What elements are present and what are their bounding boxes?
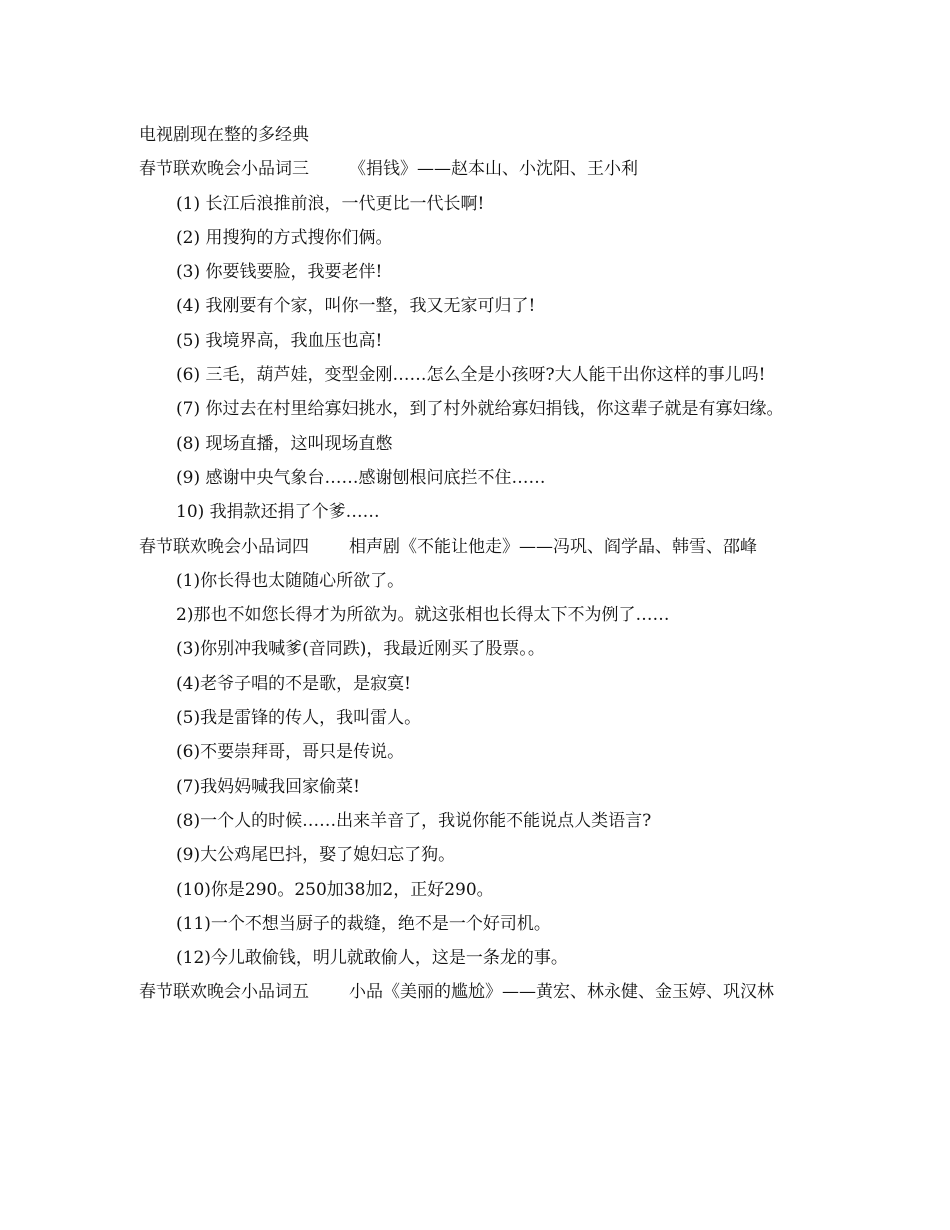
list-item: (6)不要崇拜哥，哥只是传说。 <box>176 742 405 763</box>
document-title: 电视剧现在整的多经典 <box>139 125 309 145</box>
section-heading-prefix: 春节联欢晚会小品词五 <box>139 982 309 1003</box>
list-item: (9) 感谢中央气象台……感谢刨根问底拦不住…… <box>176 467 546 488</box>
section-heading-prefix: 春节联欢晚会小品词四 <box>139 536 309 557</box>
section-heading-rest: 《捐钱》——赵本山、小沈阳、王小利 <box>349 159 638 180</box>
section-heading-rest: 小品《美丽的尴尬》——黄宏、林永健、金玉婷、巩汉林 <box>349 982 774 1003</box>
list-item: (8) 现场直播，这叫现场直憋 <box>176 433 393 454</box>
list-item: (12)今儿敢偷钱，明儿就敢偷人，这是一条龙的事。 <box>176 948 568 969</box>
list-item: (8)一个人的时候……出来羊音了，我说你能不能说点人类语言? <box>176 810 652 831</box>
list-item: (2) 用搜狗的方式搜你们俩。 <box>176 227 393 248</box>
document-body <box>139 118 814 1010</box>
list-item: (1)你长得也太随随心所欲了。 <box>176 570 405 591</box>
list-item: (4) 我刚要有个家，叫你一整，我又无家可归了! <box>176 296 536 317</box>
list-item: (10)你是290。250加38加2，正好290。 <box>176 879 494 900</box>
section-heading <box>139 152 814 186</box>
list-item: (6) 三毛，葫芦娃，变型金刚……怎么全是小孩呀?大人能干出你这样的事儿吗! <box>176 365 766 386</box>
list-item: (7)我妈妈喊我回家偷菜! <box>176 776 360 797</box>
list-item: (7) 你过去在村里给寡妇挑水，到了村外就给寡妇捐钱，你这辈子就是有寡妇缘。 <box>176 399 784 420</box>
section-heading-prefix: 春节联欢晚会小品词三 <box>139 159 309 180</box>
section-heading <box>139 975 814 1009</box>
list-item: (5)我是雷锋的传人，我叫雷人。 <box>176 708 422 729</box>
list-item: 10) 我捐款还捐了个爹…… <box>176 502 380 523</box>
list-item: (9)大公鸡尾巴抖，娶了媳妇忘了狗。 <box>176 845 456 866</box>
list-item: (3)你别冲我喊爹(音同跌)，我最近刚买了股票。。 <box>176 639 545 660</box>
list-item: (3) 你要钱要脸，我要老伴! <box>176 262 383 283</box>
list-item: 2)那也不如您长得才为所欲为。就这张相也长得太下不为例了…… <box>176 605 670 626</box>
list-item: (5) 我境界高，我血压也高! <box>176 330 383 351</box>
section-heading-rest: 相声剧《不能让他走》——冯巩、阎学晶、韩雪、邵峰 <box>349 536 757 557</box>
section-heading <box>139 530 814 564</box>
list-item: (11)一个不想当厨子的裁缝，绝不是一个好司机。 <box>176 913 551 934</box>
list-item: (4)老爷子唱的不是歌，是寂寞! <box>176 673 411 694</box>
list-item: (1) 长江后浪推前浪，一代更比一代长啊! <box>176 193 485 214</box>
